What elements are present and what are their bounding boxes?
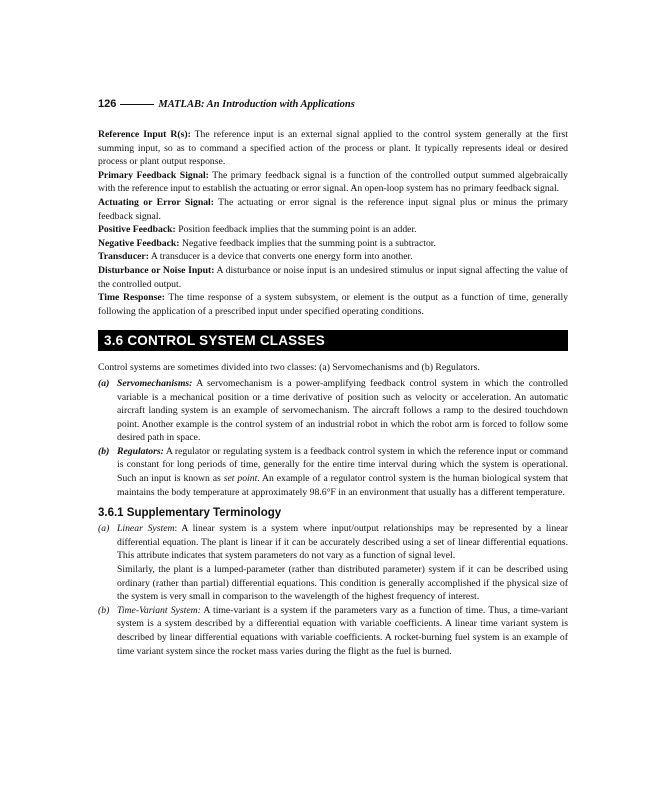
definition-text: A disturbance or noise input is an undesired stimulus or input signal affecting the value of the controlled output. [98, 264, 568, 290]
definition [98, 237, 568, 251]
item-label: Linear System [117, 523, 175, 535]
definition-text: The reference input is an external signal applied to the control system generally at the first summing input, so as to command a specified action of the process or plant. It typically represents ideal or desired process or plant output response. [98, 129, 569, 168]
list-marker: (a) [98, 377, 110, 389]
item-continuation: Similarly, the plant is a lumped-parameter (rather than distributed parameter) system if it can be described using ordinary (rather than partial) differential equations. This condition is generally accomplished if the physical size of the system is very small in comparison to the wavelength of the highest frequency of interest. [117, 564, 568, 603]
running-header [98, 98, 568, 110]
item-text: A time-variant is a system if the parameters vary as a function of time. Thus, a time-variant system is a system described by a differential equation with variable coefficients. A linear time variant system is described by linear differential equations with variable coefficients. A rocket-burning fuel system is an example of time variant system since the rocket mass varies during the flight as the fuel is burned. [117, 604, 568, 657]
definition-term: Disturbance or Noise Input: [98, 264, 215, 276]
list-item [98, 604, 568, 658]
list-marker: (a) [98, 523, 110, 535]
header-rule [120, 104, 154, 105]
section-intro: Control systems are sometimes divided into two classes: (a) Servomechanisms and (b) Regulators. [98, 362, 480, 374]
list-marker: (b) [98, 445, 110, 457]
definition-text: The primary feedback signal is a function of the controlled output summed algebraically with the reference input to establish the actuating or error signal. An open-loop system has no primary feedback signal. [98, 169, 568, 195]
definition-term: Transducer: [98, 251, 149, 263]
item-text: A servomechanism is a power-amplifying feedback control system in which the controlled variable is a mechanical position or a time derivative of position such as velocity or acceleration. An automatic aircraft landing system is an example of servomechanism. The aircraft follows a ramp to the desired touchdown point. Another example is the control system of an industrial robot in which the robot arm is forced to follow some desired path in space. [117, 377, 568, 444]
definition-text: Negative feedback implies that the summing point is a subtractor. [179, 237, 436, 249]
item-text: : A linear system is a system where input/output relationships may be represented by a linear differential equation. The plant is linear if it can be accurately described using a set of linear differential equations. This attribute indicates that system parameters do not vary as a function of signal level. [117, 523, 568, 562]
definition [98, 196, 568, 223]
definition [98, 223, 568, 237]
book-page [98, 98, 568, 658]
section-heading: 3.6 CONTROL SYSTEM CLASSES [98, 330, 568, 351]
list-item [98, 522, 568, 563]
definition-term: Primary Feedback Signal: [98, 169, 209, 181]
definition-text: The time response of a system subsystem, or element is the output as a function of time, generally following the application of a prescribed input under specified operating conditions. [98, 292, 569, 317]
definition-term: Time Response: [98, 292, 165, 304]
emphasis: set point [223, 473, 258, 485]
definition-term: Actuating or Error Signal: [98, 196, 214, 208]
item-label: Time-Variant System: [117, 604, 201, 616]
item-label: Regulators: [117, 445, 164, 457]
definition [98, 264, 568, 291]
definition-term: Positive Feedback: [98, 224, 176, 236]
definition-term: Reference Input R(s): [98, 129, 191, 140]
definition-text: The actuating or error signal is the reference input signal plus or minus the primary feedback signal. [98, 196, 569, 222]
page-number: 126 [98, 98, 117, 110]
definitions-list [98, 128, 568, 318]
item-label: Servomechanisms: [117, 377, 193, 389]
list-item [98, 377, 568, 445]
subsection-heading: 3.6.1 Supplementary Terminology [98, 507, 282, 520]
item-text: A regulator or regulating system is a feedback control system in which the reference input or command is constant for long periods of time, generally for the entire time interval during which the system is operational. Such an input is known as [117, 445, 568, 485]
definition [98, 250, 568, 264]
definition [98, 291, 568, 318]
definition [98, 128, 568, 169]
definition-term: Negative Feedback: [98, 237, 180, 249]
definition-text: Position feedback implies that the summing point is an adder. [175, 224, 417, 236]
list-item [98, 445, 568, 499]
item-text: . An example of a regulator control system is the human biological system that maintains the body temperature at approximately 98.6°F in an environment that usually has a different temperature. [117, 473, 568, 498]
definition [98, 169, 568, 196]
list-marker: (b) [98, 604, 110, 616]
book-title: MATLAB: An Introduction with Applications [158, 98, 355, 110]
definition-text: A transducer is a device that converts one energy form into another. [148, 251, 413, 263]
